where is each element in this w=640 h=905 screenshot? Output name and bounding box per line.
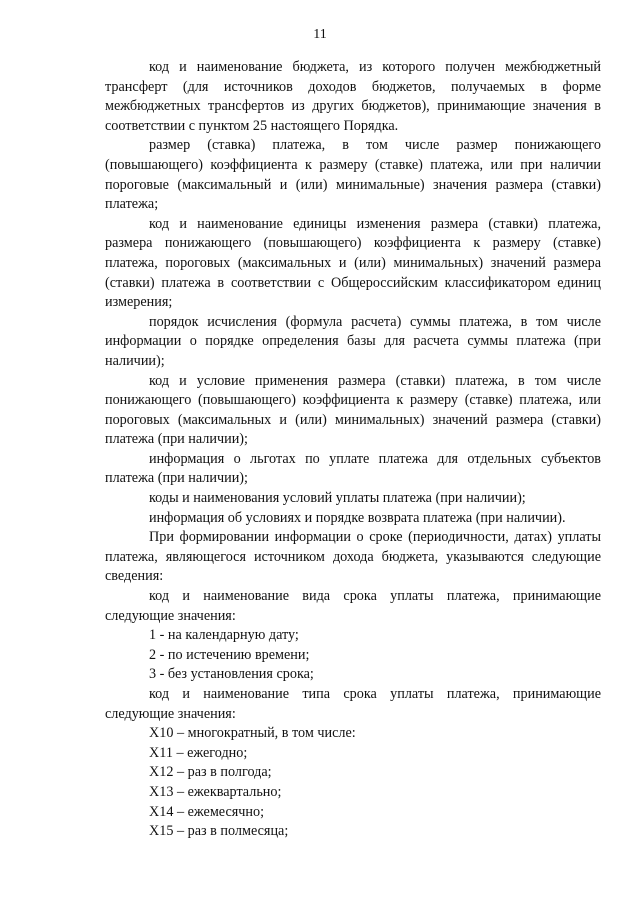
list-item: X12 – раз в полгода; (149, 764, 272, 781)
paragraph-payment-conditions: коды и наименования условий уплаты платежа (при наличии); (149, 490, 526, 507)
paragraph-payment-rate: размер (ставка) платежа, в том числе размер понижающего (повышающего) коэффициента к размеру (ставке) платежа, или при наличии пороговые (максимальный и (или) минимальные) значения размера (ставки) платежа; (105, 137, 601, 213)
list-item: X10 – многократный, в том числе: (149, 725, 356, 742)
list-item: X15 – раз в полмесяца; (149, 823, 289, 840)
paragraph-unit-code: код и наименование единицы изменения размера (ставки) платежа, размера понижающего (повышающего) коэффициента к размеру (ставке) платежа, пороговых (максимальных и (или) минимальных) значений размера (ставки) платежа в соответствии с Общероссийским классификатором единиц измерения; (105, 215, 601, 311)
document-body (105, 58, 601, 842)
paragraph-rate-condition: код и условие применения размера (ставки) платежа, в том числе понижающего (повышающего) коэффициента к размеру (ставке) платежа, или пороговых (максимальных и (или) минимальных) значений размера (ставки) платежа (при наличии); (105, 372, 601, 448)
paragraph-term-info: При формировании информации о сроке (периодичности, датах) уплаты платежа, являющегося источником дохода бюджета, указываются следующие сведения: (105, 529, 601, 585)
paragraph-refund: информация об условиях и порядке возврата платежа (при наличии). (149, 509, 566, 526)
page-number: 11 (313, 27, 327, 42)
paragraph-term-kind: код и наименование вида срока уплаты платежа, принимающие следующие значения: (105, 588, 601, 624)
paragraph-benefits: информация о льготах по уплате платежа для отдельных субъектов платежа (при наличии); (105, 450, 601, 487)
paragraph-term-type: код и наименование типа срока уплаты платежа, принимающие следующие значения: (105, 686, 601, 722)
list-item: 2 - по истечению времени; (149, 646, 310, 663)
list-item: 1 - на календарную дату; (149, 627, 299, 644)
list-item: X14 – ежемесячно; (149, 803, 265, 820)
paragraph-calculation-order: порядок исчисления (формула расчета) суммы платежа, в том числе информации о порядке определения базы для расчета суммы платежа (при наличии); (105, 313, 601, 369)
list-item: X13 – ежеквартально; (149, 783, 282, 800)
list-item: 3 - без установления срока; (149, 666, 314, 683)
list-item: X11 – ежегодно; (149, 744, 248, 761)
paragraph-budget-code: код и наименование бюджета, из которого получен межбюджетный трансферт (для источников доходов бюджетов, получаемых в форме межбюджетных трансфертов из других бюджетов), принимающие значения в соответствии с пунктом 25 настоящего Порядка. (105, 59, 601, 134)
